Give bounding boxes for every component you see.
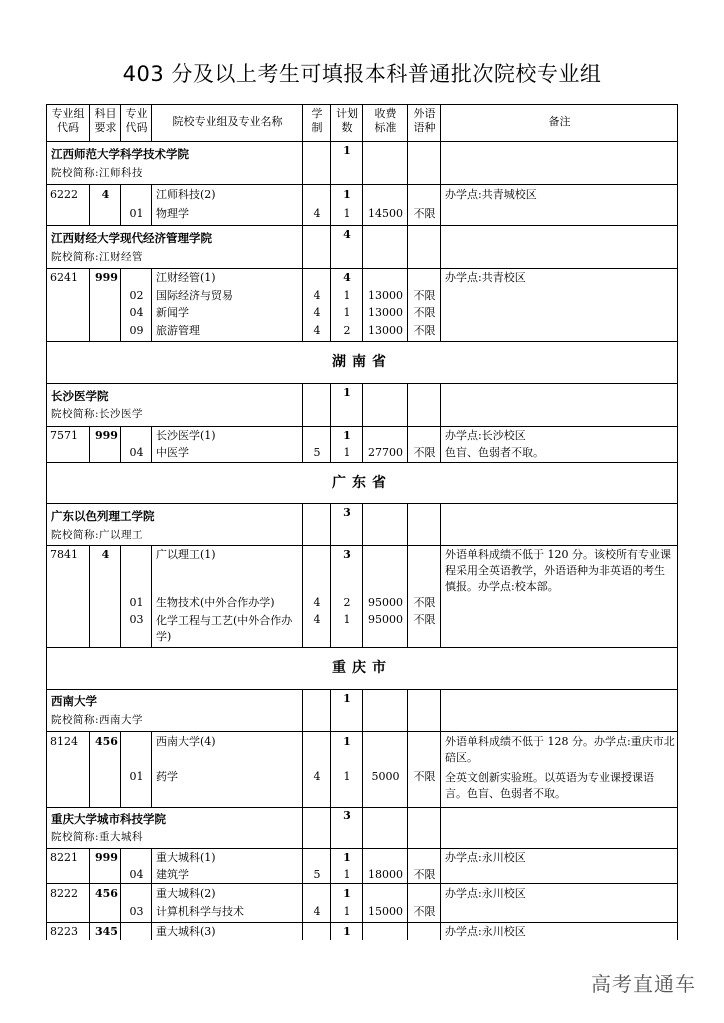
- major-duration: 4: [313, 596, 321, 609]
- major-duration: 4: [313, 324, 321, 337]
- major-fee: 18000: [368, 868, 403, 881]
- major-plan: 1: [343, 770, 351, 783]
- major-plan: 1: [343, 289, 351, 302]
- major-duration: 4: [313, 905, 321, 918]
- major-plan: 2: [343, 596, 351, 609]
- subject-req: 999: [95, 429, 118, 442]
- major-code: 04: [129, 306, 144, 319]
- subject-req: 4: [101, 188, 110, 201]
- major-name: 生物技术(中外合作办学): [156, 596, 275, 609]
- major-plan: 2: [343, 324, 351, 337]
- group-plan: 1: [343, 188, 351, 201]
- group-plan: 1: [343, 429, 351, 442]
- major-duration: 4: [313, 306, 321, 319]
- major-name: 物理学: [156, 207, 189, 220]
- institution-name: 江西财经大学现代经济管理学院: [51, 231, 212, 245]
- subject-req: 999: [95, 851, 118, 864]
- major-lang: 不限: [413, 324, 436, 337]
- major-code: 04: [129, 446, 144, 459]
- header-major-code: [121, 107, 152, 135]
- subject-req: 999: [95, 271, 118, 284]
- major-lang: 不限: [413, 770, 436, 783]
- major-duration: 4: [313, 770, 321, 783]
- group-code: 7571: [50, 429, 78, 442]
- group-code: 6241: [50, 271, 78, 284]
- major-code: 02: [129, 289, 144, 302]
- major-name: 药学: [156, 770, 178, 783]
- major-plan: 1: [343, 868, 351, 881]
- institution-name: 广东以色列理工学院: [51, 509, 155, 523]
- major-code: 01: [129, 207, 144, 220]
- watermark: 高考直通车: [591, 972, 696, 996]
- header-fee-line2: 标准: [374, 121, 397, 134]
- group-code: 8222: [50, 887, 78, 900]
- institution-name: 江西师范大学科学技术学院: [51, 147, 189, 161]
- group-plan: 1: [343, 925, 351, 938]
- major-fee: 13000: [368, 324, 403, 337]
- header-plan: [331, 107, 363, 135]
- group-code: 7841: [50, 548, 78, 561]
- major-duration: 5: [313, 868, 321, 881]
- institution-plan: 3: [343, 506, 351, 519]
- major-lang: 不限: [413, 446, 436, 459]
- header-plan-line1: 计划: [336, 107, 358, 120]
- major-code: 04: [129, 868, 144, 881]
- major-remark: 全英文创新实验班。以英语为专业课授课语言。色盲、色弱者不取。: [445, 771, 654, 800]
- header-major-code-line1: 专业: [125, 107, 148, 120]
- group-plan: 3: [343, 548, 351, 561]
- header-group-code: [46, 107, 90, 135]
- major-duration: 4: [313, 207, 321, 220]
- group-remark: 办学点:永川校区: [445, 887, 526, 900]
- major-name: 国际经济与贸易: [156, 289, 233, 302]
- header-group-code-line2: 代码: [57, 121, 79, 134]
- subject-req: 4: [101, 548, 110, 561]
- major-lang: 不限: [413, 289, 436, 302]
- institution-abbr: 院校简称:江师科技: [51, 167, 144, 179]
- major-lang: 不限: [413, 613, 436, 626]
- province-heading: 湖南省: [332, 354, 392, 370]
- institution-plan: 3: [343, 809, 351, 822]
- institution-name: 西南大学: [51, 694, 97, 708]
- group-remark: 办学点:永川校区: [445, 851, 526, 864]
- institution-plan: 1: [343, 692, 351, 705]
- header-group-code-line1: 专业组: [51, 107, 85, 120]
- major-plan: 1: [343, 446, 351, 459]
- major-plan: 1: [343, 905, 351, 918]
- major-name: 中医学: [156, 446, 189, 459]
- major-plan: 1: [343, 207, 351, 220]
- group-plan: 1: [343, 851, 351, 864]
- major-fee: 13000: [368, 306, 403, 319]
- institution-name: 重庆大学城市科技学院: [51, 812, 166, 826]
- major-fee: 95000: [368, 596, 403, 609]
- major-name: 旅游管理: [156, 324, 200, 337]
- group-name: 重大城科(3): [156, 925, 216, 938]
- major-remark: 色盲、色弱者不取。: [445, 446, 544, 459]
- institution-plan: 4: [343, 228, 351, 241]
- group-remark: 办学点:共青校区: [445, 271, 526, 284]
- major-lang: 不限: [413, 868, 436, 881]
- major-name: 计算机科学与技术: [156, 905, 244, 918]
- header-duration: [303, 107, 331, 135]
- group-code: 8124: [50, 735, 78, 748]
- institution-abbr: 院校简称:重大城科: [51, 831, 144, 843]
- group-remark: 办学点:长沙校区: [445, 429, 526, 442]
- group-code: 8221: [50, 851, 78, 864]
- major-code: 03: [129, 613, 144, 626]
- major-lang: 不限: [413, 207, 436, 220]
- institution-plan: 1: [343, 386, 351, 399]
- header-subject-req-line1: 科目: [94, 107, 117, 120]
- major-duration: 4: [313, 613, 321, 626]
- group-plan: 1: [343, 735, 351, 748]
- major-code: 03: [129, 905, 144, 918]
- header-duration-line1: 学: [311, 107, 323, 120]
- major-lang: 不限: [413, 905, 436, 918]
- major-lang: 不限: [413, 306, 436, 319]
- institution-plan: 1: [343, 144, 351, 157]
- subject-req: 345: [95, 925, 118, 938]
- group-remark: 外语单科成绩不低于 120 分。该校所有专业课程采用全英语教学，外语语种为非英语的考生慎报。办学点:校本部。: [445, 548, 671, 593]
- header-major-code-line2: 代码: [125, 121, 148, 134]
- major-fee: 95000: [368, 613, 403, 626]
- header-remark: 备注: [548, 115, 571, 128]
- major-plan: 1: [343, 613, 351, 626]
- institution-abbr: 院校简称:广以理工: [51, 529, 144, 541]
- header-name: 院校专业组及专业名称: [172, 115, 283, 128]
- major-fee: 15000: [368, 905, 403, 918]
- group-remark: 外语单科成绩不低于 128 分。办学点:重庆市北碚区。: [445, 735, 675, 764]
- group-name: 重大城科(2): [156, 887, 216, 900]
- province-heading: 重庆市: [332, 660, 392, 676]
- header-duration-line2: 制: [311, 121, 323, 134]
- admission-table: [46, 104, 678, 940]
- major-duration: 5: [313, 446, 321, 459]
- header-lang: [408, 107, 441, 135]
- group-name: 重大城科(1): [156, 851, 216, 864]
- major-name: 新闻学: [156, 306, 189, 319]
- group-remark: 办学点:永川校区: [445, 925, 526, 938]
- institution-abbr: 院校简称:西南大学: [51, 714, 144, 726]
- major-fee: 13000: [368, 289, 403, 302]
- group-name: 广以理工(1): [156, 548, 216, 561]
- group-plan: 1: [343, 887, 351, 900]
- page-title: 403 分及以上考生可填报本科普通批次院校专业组: [122, 62, 602, 86]
- header-plan-line2: 数: [341, 121, 353, 134]
- major-code: 01: [129, 596, 144, 609]
- institution-abbr: 院校简称:江财经管: [51, 251, 144, 263]
- group-name: 长沙医学(1): [156, 429, 216, 442]
- institution-abbr: 院校简称:长沙医学: [51, 408, 144, 420]
- subject-req: 456: [95, 887, 118, 900]
- major-fee: 27700: [368, 446, 403, 459]
- subject-req: 456: [95, 735, 118, 748]
- major-code: 09: [129, 324, 144, 337]
- group-plan: 4: [343, 271, 351, 284]
- major-duration: 4: [313, 289, 321, 302]
- group-name: 西南大学(4): [156, 735, 216, 748]
- major-plan: 1: [343, 306, 351, 319]
- group-code: 8223: [50, 925, 78, 938]
- major-lang: 不限: [413, 596, 436, 609]
- major-name: 建筑学: [156, 868, 189, 881]
- header-lang-line2: 语种: [413, 121, 436, 134]
- header-lang-line1: 外语: [413, 107, 436, 120]
- major-fee: 5000: [371, 770, 400, 783]
- group-code: 6222: [50, 188, 78, 201]
- header-subject-req: [90, 107, 121, 135]
- header-subject-req-line2: 要求: [94, 121, 117, 134]
- major-code: 01: [129, 770, 144, 783]
- group-name: 江师科技(2): [156, 188, 216, 201]
- header-fee: [363, 107, 408, 135]
- major-fee: 14500: [368, 207, 403, 220]
- group-remark: 办学点:共青城校区: [445, 188, 537, 201]
- major-name: 化学工程与工艺(中外合作办学): [156, 614, 293, 643]
- group-name: 江财经管(1): [156, 271, 216, 284]
- header-fee-line1: 收费: [374, 107, 397, 120]
- province-heading: 广东省: [332, 475, 392, 491]
- institution-name: 长沙医学院: [51, 389, 109, 403]
